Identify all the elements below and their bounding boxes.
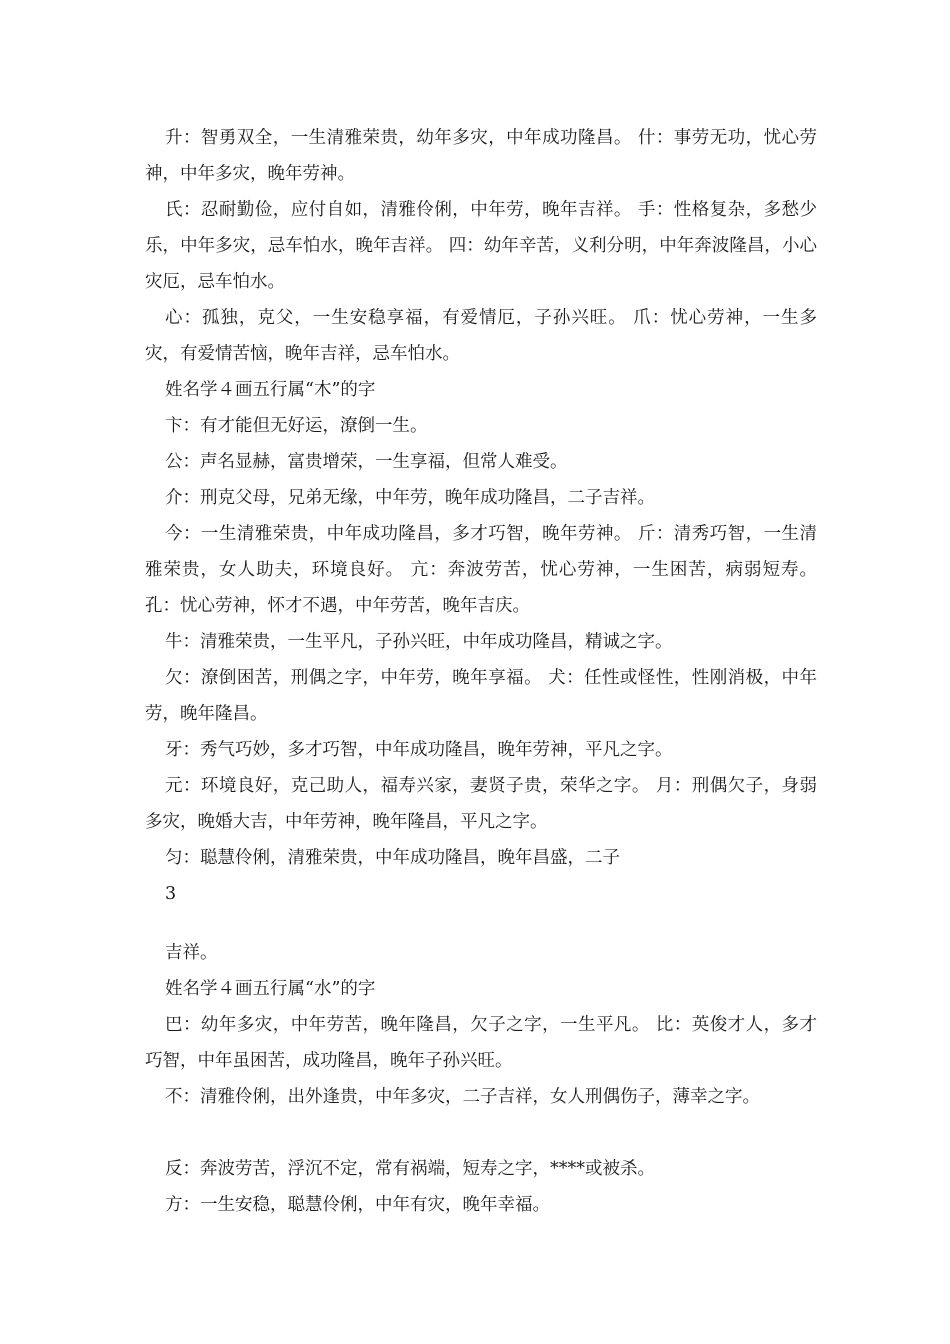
section-heading-wood: 姓名学４画五行属“木”的字 <box>165 380 376 400</box>
paragraph: 欠：潦倒困苦，刑偶之字，中年劳，晚年享福。 犬：任性或怪性，性刚消极，中年劳，晚年隆昌。 <box>145 668 817 724</box>
paragraph: 巴：幼年多灾，中年劳苦，晚年隆昌，欠子之字，一生平凡。 比：英俊才人，多才巧智，中年虽困苦，成功隆昌，晚年子孙兴旺。 <box>145 1015 817 1071</box>
page-number: 3 <box>165 884 177 904</box>
paragraph: 心：孤独，克父，一生安稳享福，有爱情厄，子孙兴旺。 爪：忧心劳神，一生多灾，有爱情苦恼，晚年吉祥，忌车怕水。 <box>145 308 817 364</box>
paragraph: 匀：聪慧伶俐，清雅荣贵，中年成功隆昌，晚年昌盛，二子 <box>165 848 620 868</box>
paragraph: 介：刑克父母，兄弟无缘，中年劳，晚年成功隆昌，二子吉祥。 <box>165 488 655 508</box>
section-heading-water: 姓名学４画五行属“水”的字 <box>165 979 376 999</box>
paragraph: 氏：忍耐勤俭，应付自如，清雅伶俐，中年劳，晚年吉祥。 手：性格复杂，多愁少乐，中年多灾，忌车怕水，晚年吉祥。 四：幼年辛苦，义利分明，中年奔波隆昌，小心灾厄，忌车怕水。 <box>145 200 817 292</box>
paragraph: 方：一生安稳，聪慧伶俐，中年有灾，晚年幸福。 <box>165 1195 550 1215</box>
paragraph: 不：清雅伶俐，出外逢贵，中年多灾，二子吉祥，女人刑偶伤子，薄幸之字。 <box>165 1087 760 1107</box>
text-block-upper <box>145 120 817 912</box>
paragraph: 公：声名显赫，富贵增荣，一生享福，但常人难受。 <box>165 452 568 472</box>
text-block-lower <box>145 935 817 1223</box>
paragraph: 今：一生清雅荣贵，中年成功隆昌，多才巧智，晚年劳神。 斤：清秀巧智，一生清雅荣贵，女人助夫，环境良好。 亢：奔波劳苦，忧心劳神，一生困苦，病弱短寿。 孔：忧心劳神，怀才不遇，中年劳苦，晚年吉庆。 <box>145 524 817 616</box>
blank-line <box>145 1115 817 1151</box>
paragraph: 元：环境良好，克己助人，福寿兴家，妻贤子贵，荣华之字。 月：刑偶欠子，身弱多灾，晚婚大吉，中年劳神，晚年隆昌，平凡之字。 <box>145 776 817 832</box>
paragraph: 升：智勇双全，一生清雅荣贵，幼年多灾，中年成功隆昌。 什：事劳无功，忧心劳神，中年多灾，晚年劳神。 <box>145 128 817 184</box>
paragraph: 反：奔波劳苦，浮沉不定，常有祸端，短寿之字，****或被杀。 <box>165 1159 655 1179</box>
paragraph: 牙：秀气巧妙，多才巧智，中年成功隆昌，晚年劳神，平凡之字。 <box>165 740 673 760</box>
paragraph: 牛：清雅荣贵，一生平凡，子孙兴旺，中年成功隆昌，精诚之字。 <box>165 632 673 652</box>
paragraph: 吉祥。 <box>165 943 218 963</box>
paragraph: 卞：有才能但无好运，潦倒一生。 <box>165 416 428 436</box>
